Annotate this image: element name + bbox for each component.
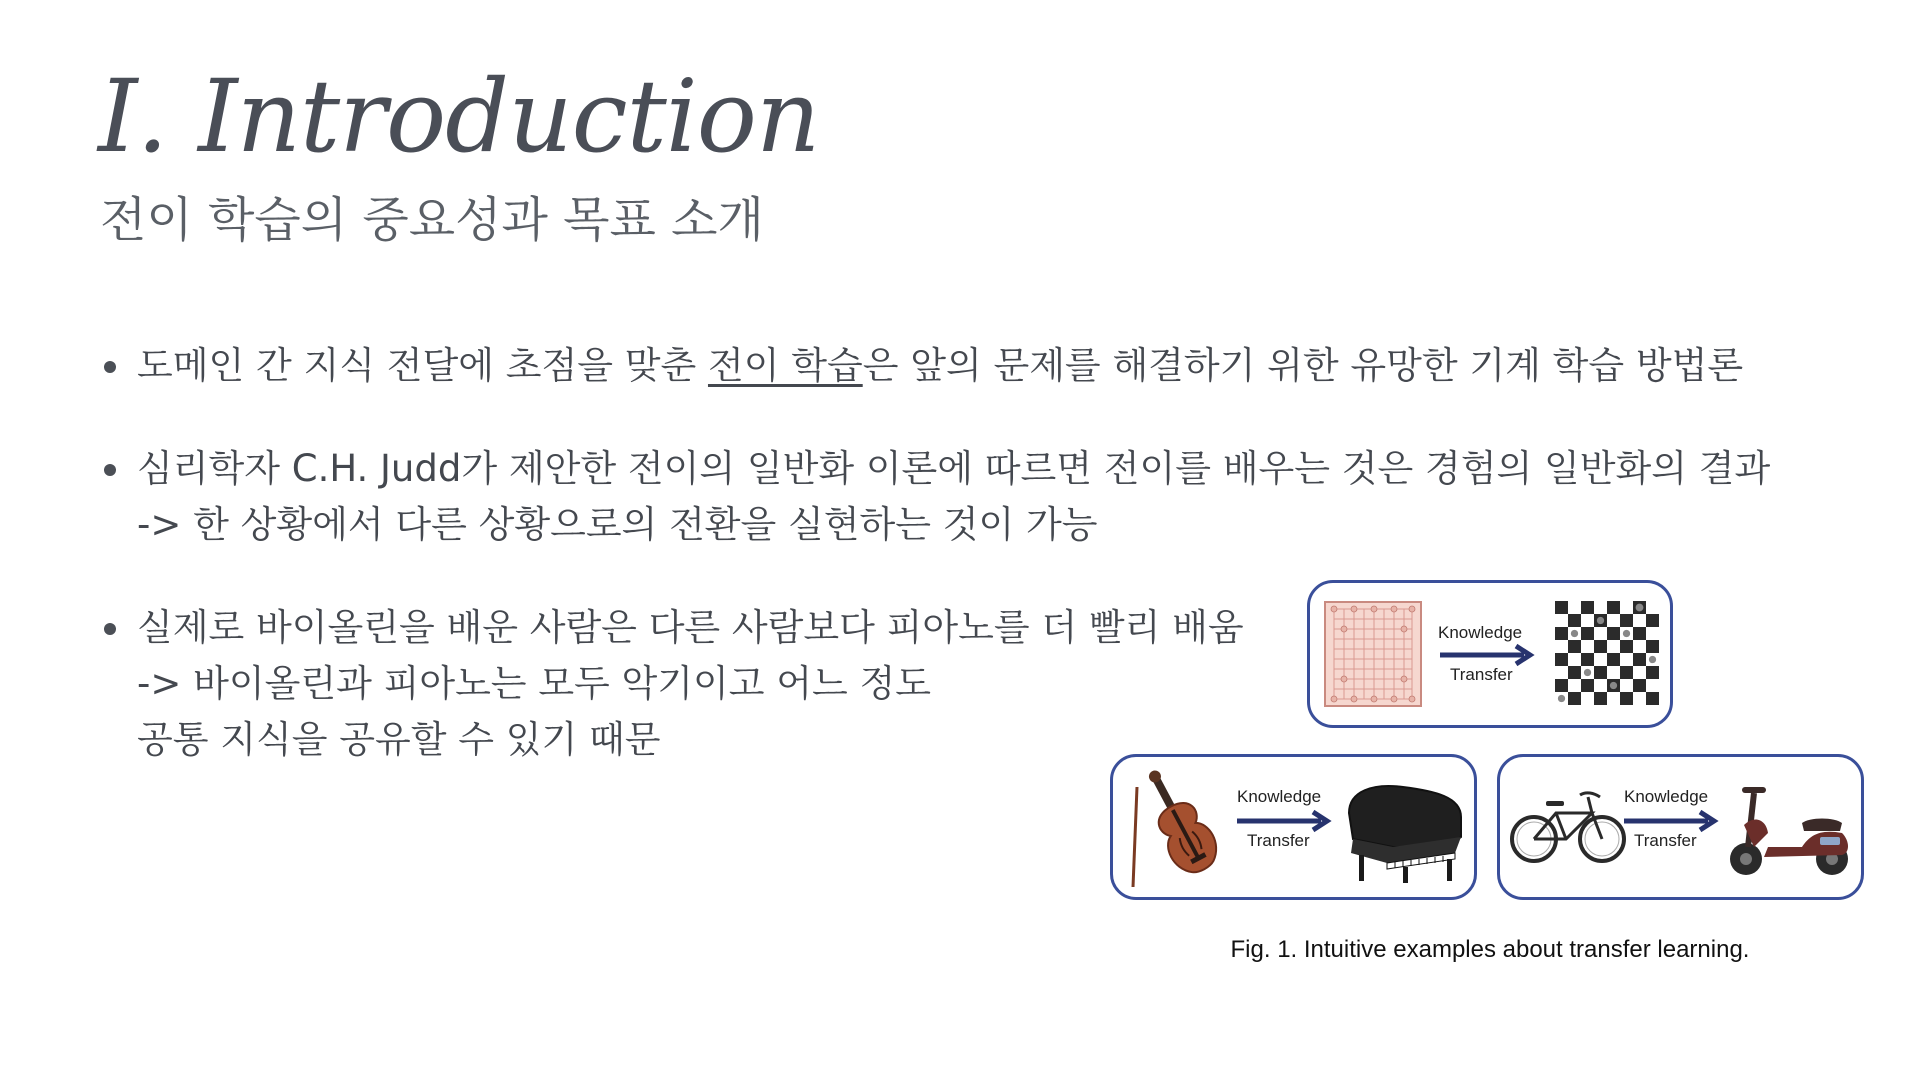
bullet-line: -> 한 상황에서 다른 상황으로의 전환을 실현하는 것이 가능	[137, 503, 1098, 546]
slide-subtitle: 전이 학습의 중요성과 목표 소개	[100, 192, 764, 248]
emphasized-term: 전이 학습	[707, 344, 863, 387]
panel-board-games	[1307, 580, 1673, 728]
transfer-label: Transfer	[1634, 831, 1697, 850]
bullet-item	[100, 338, 1800, 394]
transfer-arrow-icon	[1438, 643, 1542, 667]
bullet-dot-icon	[104, 464, 116, 476]
transfer-arrow-icon	[1622, 809, 1726, 833]
slide-title: I. Introduction	[98, 58, 820, 175]
bullet-line: 실제로 바이올린을 배운 사람은 다른 사람보다 피아노를 더 빨리 배움	[137, 606, 1244, 649]
violin-icon	[1123, 763, 1241, 893]
scooter-icon	[1724, 785, 1856, 881]
bullet-dot-icon	[104, 361, 116, 373]
transfer-label: Transfer	[1247, 831, 1310, 850]
knowledge-label: Knowledge	[1438, 623, 1523, 642]
bicycle-icon	[1508, 787, 1628, 867]
bullet-line	[137, 338, 1800, 394]
transfer-arrow-icon	[1235, 809, 1339, 833]
figure-caption: Fig. 1. Intuitive examples about transfer learning.	[1230, 936, 1750, 963]
panel-instruments	[1110, 754, 1477, 900]
knowledge-label: Knowledge	[1237, 787, 1322, 806]
bullet-line: 심리학자 C.H. Judd가 제안한 전이의 일반화 이론에 따르면 전이를 배우는 것은 경험의 일반화의 결과	[137, 447, 1771, 490]
chinese-chess-board-icon	[1324, 601, 1422, 707]
knowledge-label: Knowledge	[1624, 787, 1709, 806]
bullet-line: -> 바이올린과 피아노는 모두 악기이고 어느 정도	[137, 662, 932, 705]
bullet-text: 은 앞의 문제를 해결하기 위한 유망한 기계 학습 방법론	[862, 344, 1744, 387]
bullet-text: 도메인 간 지식 전달에 초점을 맞춘	[137, 344, 708, 387]
transfer-label: Transfer	[1450, 665, 1513, 684]
bullet-dot-icon	[104, 623, 116, 635]
grand-piano-icon	[1343, 777, 1467, 885]
bullet-item	[100, 441, 1800, 553]
panel-vehicles	[1497, 754, 1864, 900]
bullet-line: 공통 지식을 공유할 수 있기 때문	[137, 718, 661, 761]
chess-board-icon	[1555, 601, 1659, 705]
transfer-learning-figure	[1100, 570, 1880, 990]
